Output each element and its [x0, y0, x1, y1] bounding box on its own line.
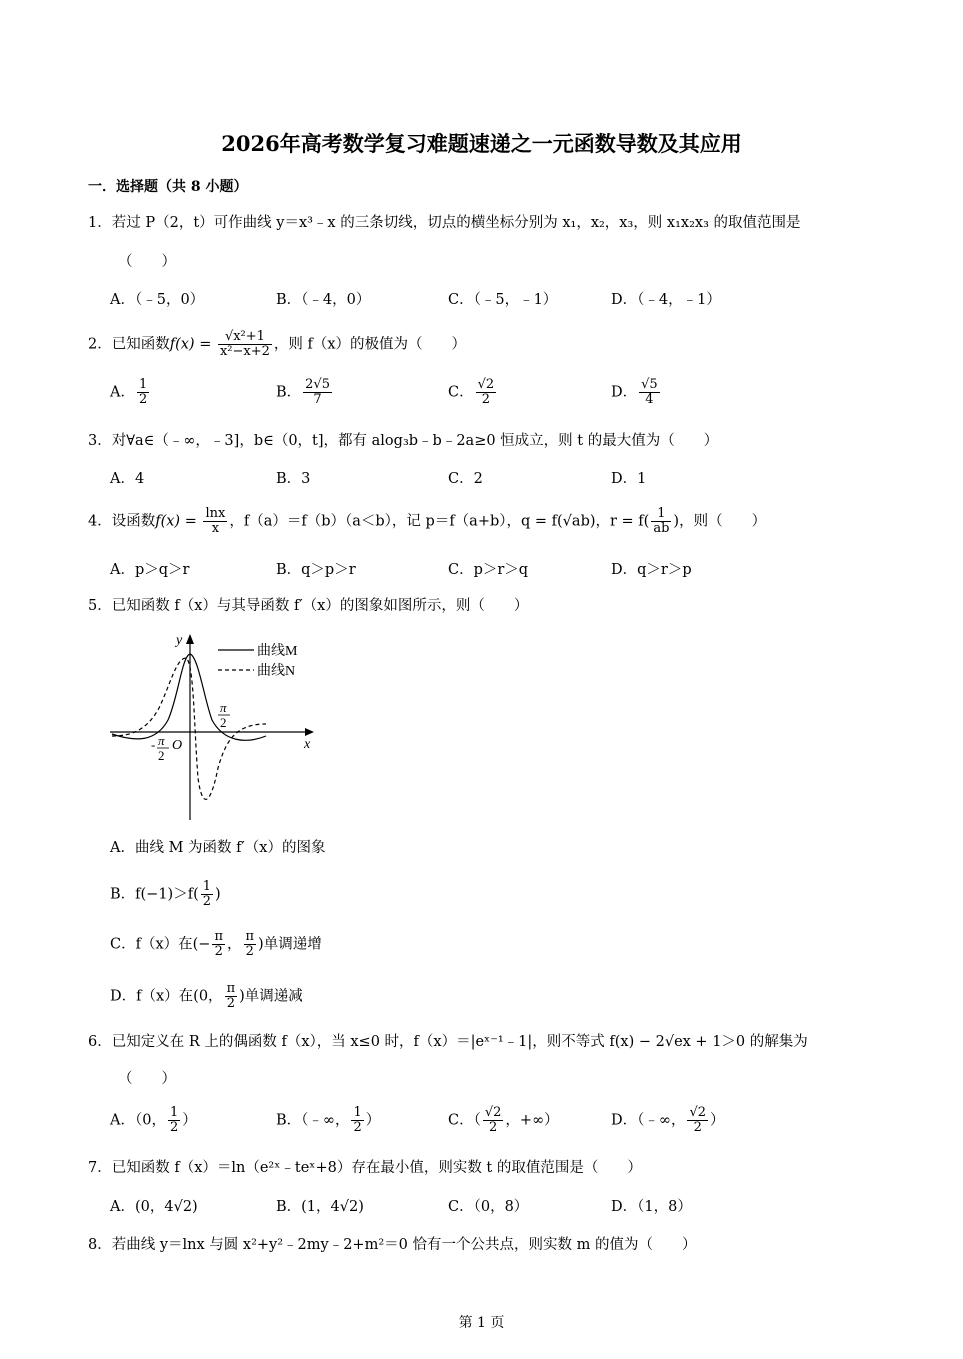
question-4-numerator: lnx	[205, 506, 226, 521]
question-5-option-b	[110, 880, 221, 909]
option-tail: ）	[365, 1112, 381, 1129]
question-6-paren: （ ）	[118, 1071, 176, 1087]
question-2-option-a	[110, 378, 151, 407]
question-4-denominator: x	[211, 521, 220, 536]
question-2-suffix: ，则 f（x）的极值为（ ）	[273, 336, 467, 353]
question-6-option-b	[276, 1106, 380, 1135]
question-6-option-c	[448, 1106, 559, 1135]
question-4-prefix: 4．设函数	[88, 513, 156, 530]
tick-neg-pi-over-2-num: π	[158, 733, 165, 748]
option-denominator: 4	[645, 392, 654, 407]
question-4-mid: ，f（a）＝f（b）（a＜b），记 p＝f（a+b），q = f(√ab)，r = f(	[229, 513, 650, 530]
y-axis-label: y	[176, 633, 183, 648]
option-b-suffix: )	[215, 886, 221, 903]
option-c-numerator-1: π	[214, 929, 223, 944]
option-label: C．（	[448, 1112, 481, 1129]
question-7-option-c: C．（0，8）	[448, 1199, 529, 1215]
question-8-stem: 8．若曲线 y＝lnx 与圆 x²+y²﹣2my﹣2+m²＝0 恰有一个公共点，则实数 m 的值为（ ）	[88, 1237, 697, 1253]
y-axis-arrow-icon	[186, 634, 194, 644]
option-d-numerator: π	[226, 981, 236, 996]
question-1-option-a: A．（﹣5，0）	[110, 292, 205, 308]
option-denominator: 2	[138, 392, 148, 407]
option-label: A．	[110, 384, 135, 401]
option-fraction	[168, 1106, 180, 1135]
option-numerator: 2√5	[305, 377, 330, 392]
legend-n-label: 曲线N	[257, 664, 296, 679]
question-5-option-d	[110, 982, 303, 1011]
question-4-fraction	[203, 507, 227, 536]
question-2-numerator: √x²+1	[218, 330, 272, 345]
option-b-denominator: 2	[202, 894, 212, 909]
section-heading: 一．选择题（共 8 小题）	[88, 179, 248, 195]
tick-neg-sign: -	[151, 737, 156, 752]
option-fraction	[137, 378, 149, 407]
question-1-stem: 1．若过 P（2，t）可作曲线 y＝x³﹣x 的三条切线，切点的横坐标分别为 x₁，x₂，x₃，则 x₁x₂x₃ 的取值范围是	[88, 215, 801, 231]
option-c-fraction-1	[212, 930, 225, 959]
question-3-option-c: C．2	[448, 471, 483, 487]
option-tail: ）	[182, 1112, 197, 1129]
origin-label: O	[172, 738, 183, 753]
option-denominator: 2	[353, 1120, 362, 1135]
option-d-suffix: )单调递减	[239, 988, 303, 1005]
question-1-option-d: D．（﹣4，﹣1）	[611, 292, 721, 308]
question-2-fx: f(x) =	[169, 336, 212, 353]
question-2-option-d	[611, 378, 662, 407]
legend-m-label: 曲线M	[257, 644, 298, 659]
option-c-prefix: C．f（x）在(−	[110, 936, 211, 953]
question-3-option-a: A．4	[110, 471, 145, 487]
option-numerator: √2	[484, 1105, 502, 1120]
option-d-denominator: 2	[226, 996, 235, 1011]
question-3-option-b: B．3	[276, 471, 311, 487]
question-4-r-numerator: 1	[651, 507, 671, 522]
x-axis-label: x	[304, 737, 311, 752]
option-label: A．（0，	[110, 1112, 166, 1129]
question-1-paren: （ ）	[118, 254, 176, 270]
option-fraction	[303, 378, 332, 407]
question-4-r-fraction	[651, 507, 671, 536]
option-fraction	[483, 1106, 504, 1135]
question-4-option-d: D．q＞r＞p	[611, 562, 692, 578]
option-label: C．	[448, 384, 474, 401]
question-7-stem: 7．已知函数 f（x）＝ln（e²ˣ﹣teˣ+8）存在最小值，则实数 t 的取值范围是（ ）	[88, 1160, 642, 1176]
question-2-stem	[88, 330, 466, 359]
page-title: 2026年高考数学复习难题速递之一元函数导数及其应用	[221, 131, 742, 156]
question-6-stem: 6．已知定义在 R 上的偶函数 f（x），当 x≤0 时，f（x）＝|eˣ⁻¹﹣1|，则不等式 f(x) − 2√ex + 1＞0 的解集为	[88, 1034, 808, 1050]
tick-pi-over-2-den: 2	[220, 715, 227, 730]
option-fraction	[687, 1106, 708, 1135]
option-label: B．	[276, 384, 302, 401]
option-fraction	[639, 378, 660, 407]
option-numerator: 1	[169, 1105, 179, 1120]
option-fraction	[476, 378, 497, 407]
option-numerator: √2	[689, 1105, 707, 1120]
question-2-option-b	[276, 378, 334, 407]
option-c-fraction-2	[244, 930, 257, 959]
option-numerator: 1	[138, 377, 148, 392]
question-2-option-c	[448, 378, 498, 407]
question-4-option-a: A．p＞q＞r	[110, 562, 190, 578]
option-c-denominator-2: 2	[245, 944, 254, 959]
option-numerator: √2	[477, 377, 495, 392]
option-fraction	[351, 1106, 363, 1135]
question-2-prefix: 2．已知函数	[88, 336, 170, 353]
question-7-option-b: B．(1，4√2)	[276, 1199, 364, 1215]
curve-m	[112, 654, 266, 740]
option-c-numerator-2: π	[245, 929, 255, 944]
question-7-option-a: A．(0，4√2)	[110, 1199, 198, 1215]
question-2-denominator: x²−x+2	[219, 344, 270, 359]
tick-pi-over-2-num: π	[220, 700, 227, 715]
option-b-fraction	[201, 880, 213, 909]
question-5-option-c	[110, 930, 322, 959]
option-numerator: 1	[353, 1105, 362, 1120]
option-b-numerator: 1	[202, 879, 212, 894]
option-tail: ）	[710, 1112, 725, 1129]
question-4-r-denominator: ab	[653, 521, 670, 536]
option-label: D．	[611, 384, 638, 401]
option-tail: ，+∞）	[505, 1112, 559, 1129]
option-c-denominator-1: 2	[214, 944, 223, 959]
question-5-option-a: A．曲线 M 为函数 f′（x）的图象	[110, 840, 326, 856]
question-4-stem	[88, 507, 766, 536]
question-2-fraction	[218, 330, 272, 359]
tick-neg-pi-over-2-den: 2	[158, 748, 165, 763]
question-5-stem: 5．已知函数 f（x）与其导函数 f′（x）的图象如图所示，则（ ）	[88, 598, 529, 614]
question-6-option-d	[611, 1106, 725, 1135]
option-numerator: √5	[641, 377, 658, 392]
question-6-option-a	[110, 1106, 197, 1135]
option-label: D．（﹣∞，	[611, 1112, 686, 1129]
option-denominator: 2	[481, 392, 491, 407]
question-3-stem: 3．对∀a∈（﹣∞，﹣3]，b∈（0，t]，都有 alog₃b﹣b﹣2a≥0 恒成立，则 t 的最大值为（ ）	[88, 433, 719, 449]
option-b-prefix: B．f(−1)＞f(	[110, 886, 199, 903]
curve-n	[112, 658, 266, 799]
question-3-option-d: D．1	[611, 471, 647, 487]
option-denominator: 2	[693, 1120, 702, 1135]
option-denominator: 7	[313, 392, 322, 407]
option-label: B．（﹣∞，	[276, 1112, 350, 1129]
question-1-option-c: C．（﹣5，﹣1）	[448, 292, 558, 308]
option-d-prefix: D．f（x）在(0，	[110, 988, 223, 1005]
question-4-option-b: B．q＞p＞r	[276, 562, 356, 578]
question-4-option-c: C．p＞r＞q	[448, 562, 529, 578]
option-c-separator: ，	[227, 936, 242, 953]
x-axis-arrow-icon	[305, 728, 314, 736]
question-4-fx: f(x) =	[155, 513, 197, 530]
option-denominator: 2	[169, 1120, 179, 1135]
function-graph	[106, 628, 326, 823]
option-d-fraction	[225, 982, 238, 1011]
question-7-option-d: D．（1，8）	[611, 1199, 692, 1215]
option-c-suffix: )单调递增	[258, 936, 322, 953]
option-denominator: 2	[489, 1120, 498, 1135]
question-1-option-b: B．（﹣4，0）	[276, 292, 371, 308]
page-footer: 第 1 页	[458, 1315, 505, 1331]
question-4-suffix: )，则（ ）	[673, 513, 767, 530]
